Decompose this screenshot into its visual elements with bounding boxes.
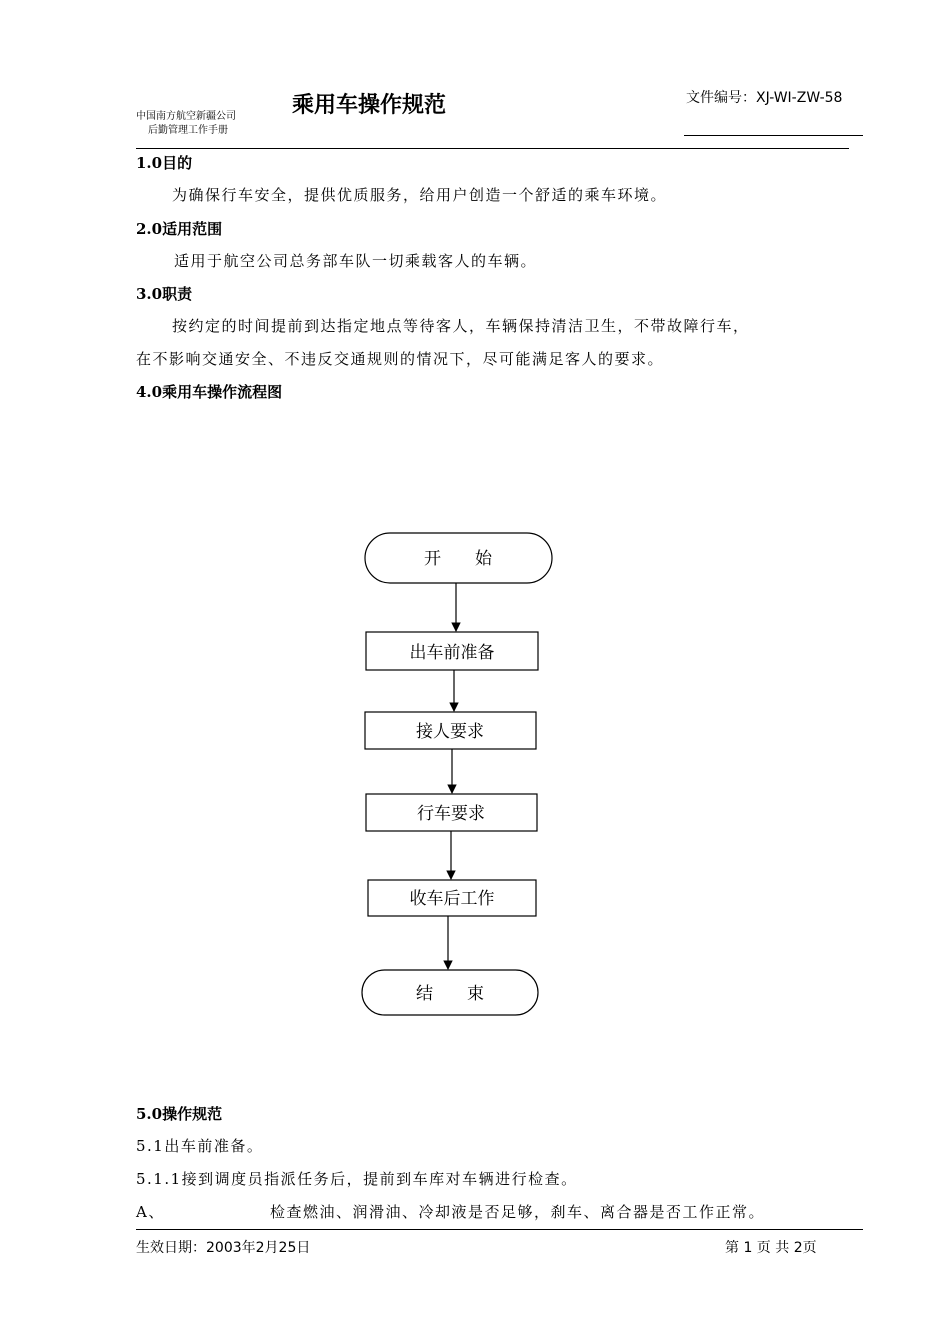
flow-end-label: 结 束	[416, 984, 484, 1004]
section-5-heading: 5.0操作规范	[136, 1105, 223, 1123]
page-number: 第 1 页 共 2页	[725, 1240, 817, 1256]
section-3-heading: 3.0职责	[136, 285, 193, 303]
flow-start-label: 开 始	[424, 549, 492, 569]
section-3-text-line1: 按约定的时间提前到达指定地点等待客人，车辆保持清洁卫生，不带故障行车，	[172, 317, 750, 335]
section-5-1-1: 5.1.1接到调度员指派任务后，提前到车库对车辆进行检查。	[136, 1170, 578, 1188]
item-a-text: 检查燃油、润滑油、冷却液是否足够，刹车、离合器是否工作正常。	[270, 1203, 766, 1221]
item-a-label: A、	[136, 1203, 165, 1221]
company-name: 中国南方航空新疆公司	[136, 111, 236, 122]
flow-step-driving-label: 行车要求	[417, 804, 485, 824]
section-2-heading: 2.0适用范围	[136, 220, 223, 238]
effective-date: 生效日期：2003年2月25日	[136, 1240, 311, 1256]
section-1-heading: 1.0目的	[136, 154, 193, 172]
document-number: 文件编号：XJ-WI-ZW-58	[686, 90, 843, 106]
manual-name: 后勤管理工作手册	[148, 125, 228, 136]
section-1-text: 为确保行车安全，提供优质服务，给用户创造一个舒适的乘车环境。	[172, 186, 668, 204]
flow-step-pickup-label: 接人要求	[416, 722, 484, 742]
section-3-text-line2: 在不影响交通安全、不违反交通规则的情况下，尽可能满足客人的要求。	[136, 350, 665, 368]
flow-step-after-label: 收车后工作	[409, 889, 495, 909]
flow-step-prepare-label: 出车前准备	[409, 643, 495, 663]
section-5-1: 5.1出车前准备。	[136, 1137, 264, 1155]
page-title: 乘用车操作规范	[292, 93, 447, 118]
section-4-heading: 4.0乘用车操作流程图	[136, 383, 283, 401]
section-2-text: 适用于航空公司总务部车队一切乘载客人的车辆。	[174, 252, 538, 270]
footer-divider	[136, 1229, 863, 1230]
